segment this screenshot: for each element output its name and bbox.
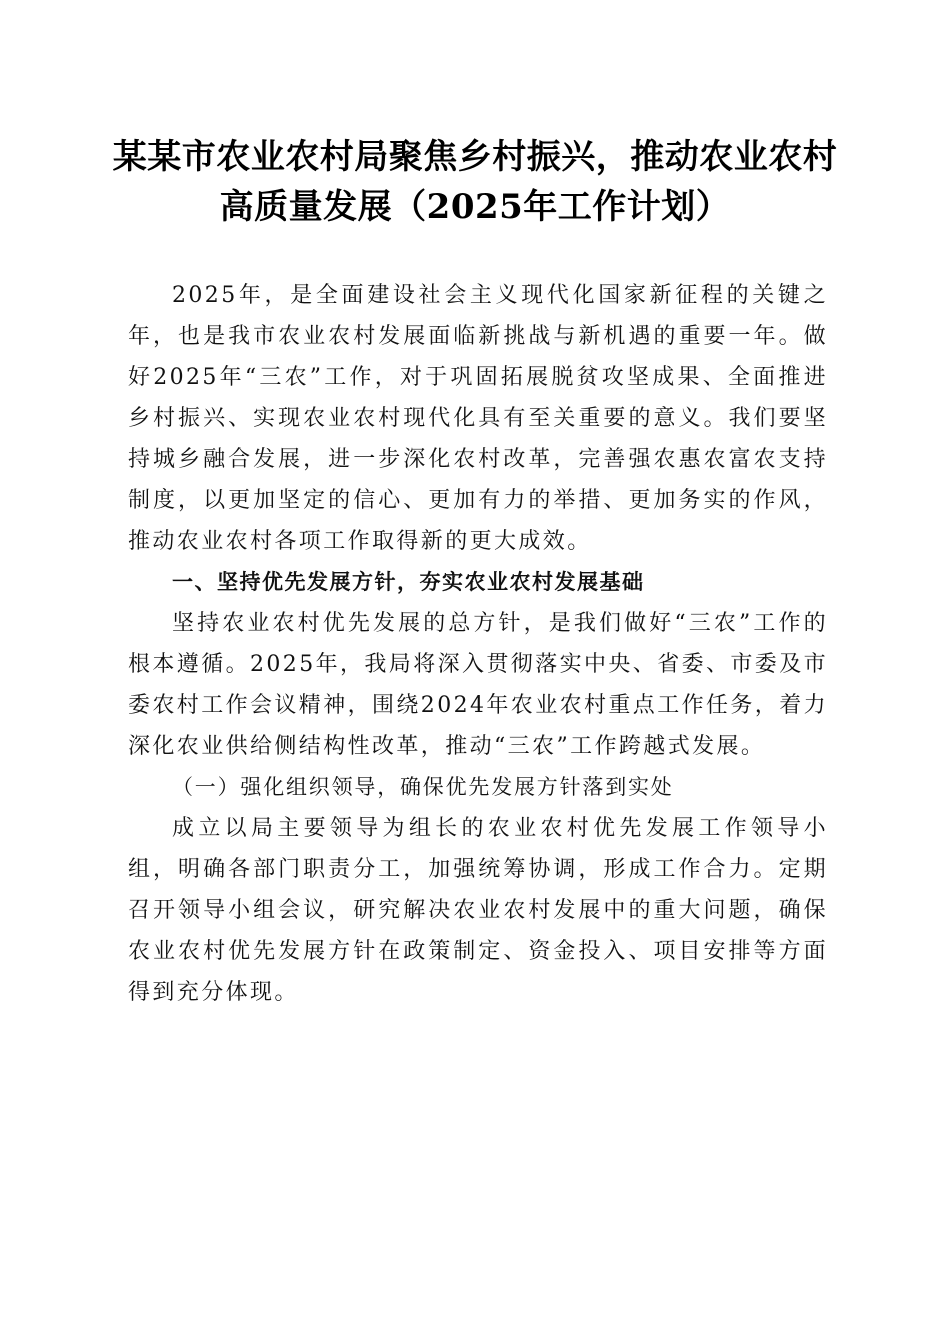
section-1-heading: 一、坚持优先发展方针，夯实农业农村发展基础 — [172, 570, 645, 594]
subsection-1-heading: （一）强化组织领导，确保优先发展方针落到实处 — [172, 775, 674, 799]
subsection-1-paragraph: 成立以局主要领导为组长的农业农村优先发展工作领导小组，明确各部门职责分工，加强统筹协调，形成工作合力。定期召开领导小组会议，研究解决农业农村发展中的重大问题，确保农业农村优先发展方针在政策制定、资金投入、项目安排等方面得到充分体现。 — [128, 816, 828, 1005]
intro-paragraph: 2025年，是全面建设社会主义现代化国家新征程的关键之年，也是我市农业农村发展面临新挑战与新机遇的重要一年。做好2025年“三农”工作，对于巩固拓展脱贫攻坚成果、全面推进乡村振兴、实现农业农村现代化具有至关重要的意义。我们要坚持城乡融合发展，进一步深化农村改革，完善强农惠农富农支持制度，以更加坚定的信心、更加有力的举措、更加务实的作风，推动农业农村各项工作取得新的更大成效。 — [128, 283, 828, 554]
document-title: 某某市农业农村局聚焦乡村振兴，推动农业农村高质量发展（2025年工作计划） — [112, 137, 838, 227]
section-1-paragraph: 坚持农业农村优先发展的总方针，是我们做好“三农”工作的根本遵循。2025年，我局将深入贯彻落实中央、省委、市委及市委农村工作会议精神，围绕2024年农业农村重点工作任务，着力深化农业供给侧结构性改革，推动“三农”工作跨越式发展。 — [128, 611, 828, 759]
document-body — [128, 275, 828, 1013]
